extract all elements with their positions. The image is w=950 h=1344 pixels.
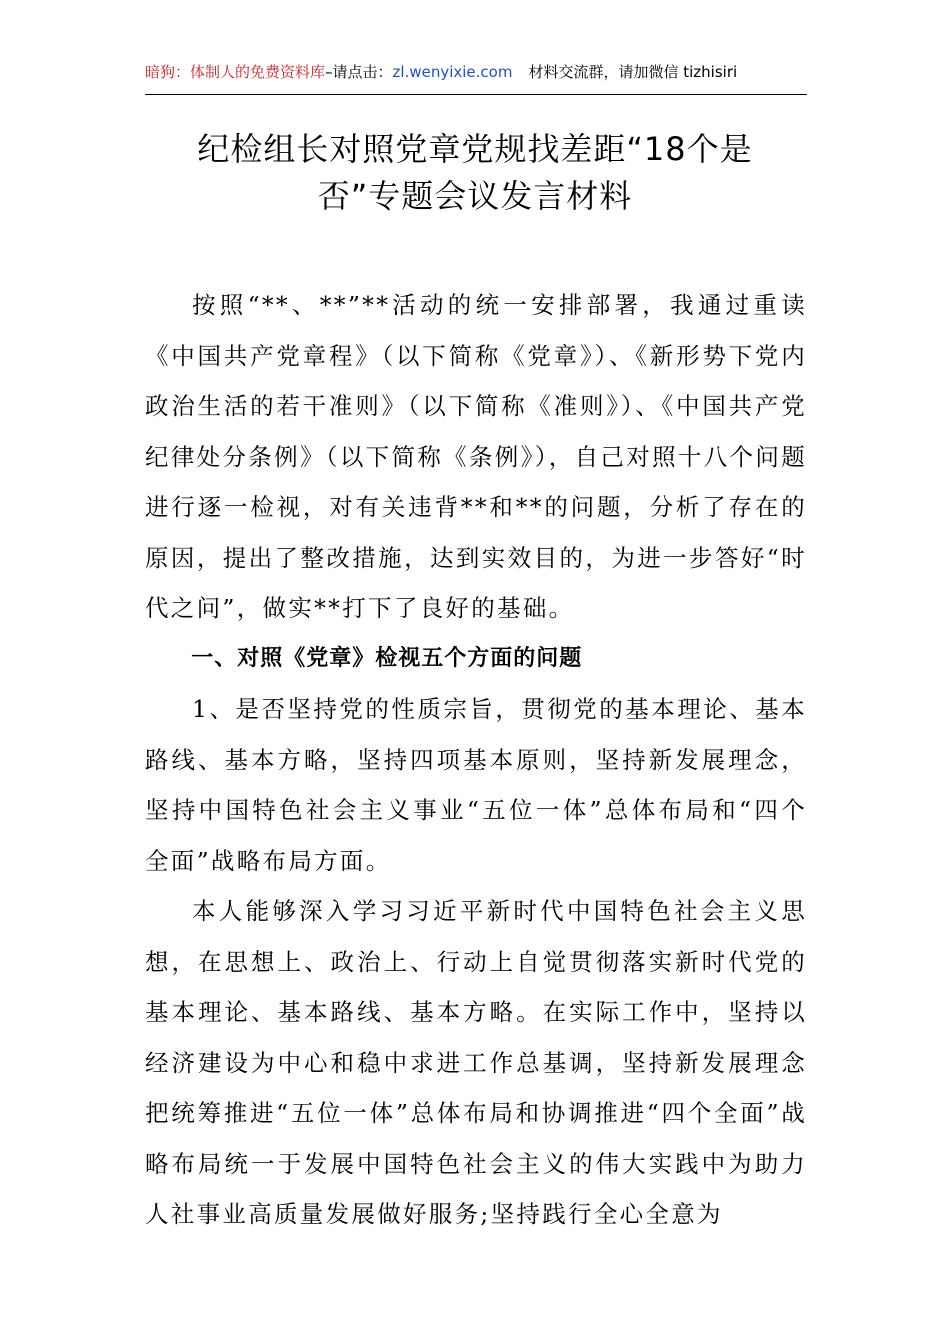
document-title <box>150 126 800 220</box>
document-body <box>145 280 807 1240</box>
header-wechat: 材料交流群，请加微信 tizhisiri <box>528 63 738 81</box>
intro-paragraph: 按照“**、**”**活动的统一安排部署，我通过重读《中国共产党章程》（以下简称《党章》）、《新形势下党内政治生活的若干准则》（以下简称《准则》）、《中国共产党纪律处分条例》（以下简称《条例》），自己对照十八个问题进行逐一检视，对有关违背**和**的问题，分析了存在的原因，提出了整改措施，达到实效目的，为进一步答好“时代之问”，做实**打下了良好的基础。 <box>145 291 807 622</box>
title-line-2: 否”专题会议发言材料 <box>317 177 633 215</box>
header-prompt: –请点击： <box>325 63 393 81</box>
title-line-1: 纪检组长对照党章党规找差距“18个是 <box>197 130 753 168</box>
header-link[interactable]: zl.wenyixie.com <box>392 63 513 81</box>
page-header <box>145 62 807 95</box>
item-1-question: 1、是否坚持党的性质宗旨，贯彻党的基本理论、基本路线、基本方略，坚持四项基本原则，坚持新发展理念，坚持中国特色社会主义事业“五位一体”总体布局和“四个全面”战略布局方面。 <box>145 695 807 875</box>
header-brand: 暗狗：体制人的免费资料库 <box>145 63 326 81</box>
item-1-answer: 本人能够深入学习习近平新时代中国特色社会主义思想，在思想上、政治上、行动上自觉贯彻落实新时代党的基本理论、基本路线、基本方略。在实际工作中，坚持以经济建设为中心和稳中求进工作总基调，坚持新发展理念 把统筹推进“五位一体”总体布局和协调推进“四个全面”战略布局统一于发展中国特色社会主义的伟大实践中为助力人社事业高质量发展做好服务;坚持践行全心全意为 <box>145 897 807 1228</box>
section-heading: 一、对照《党章》检视五个方面的问题 <box>191 645 583 671</box>
